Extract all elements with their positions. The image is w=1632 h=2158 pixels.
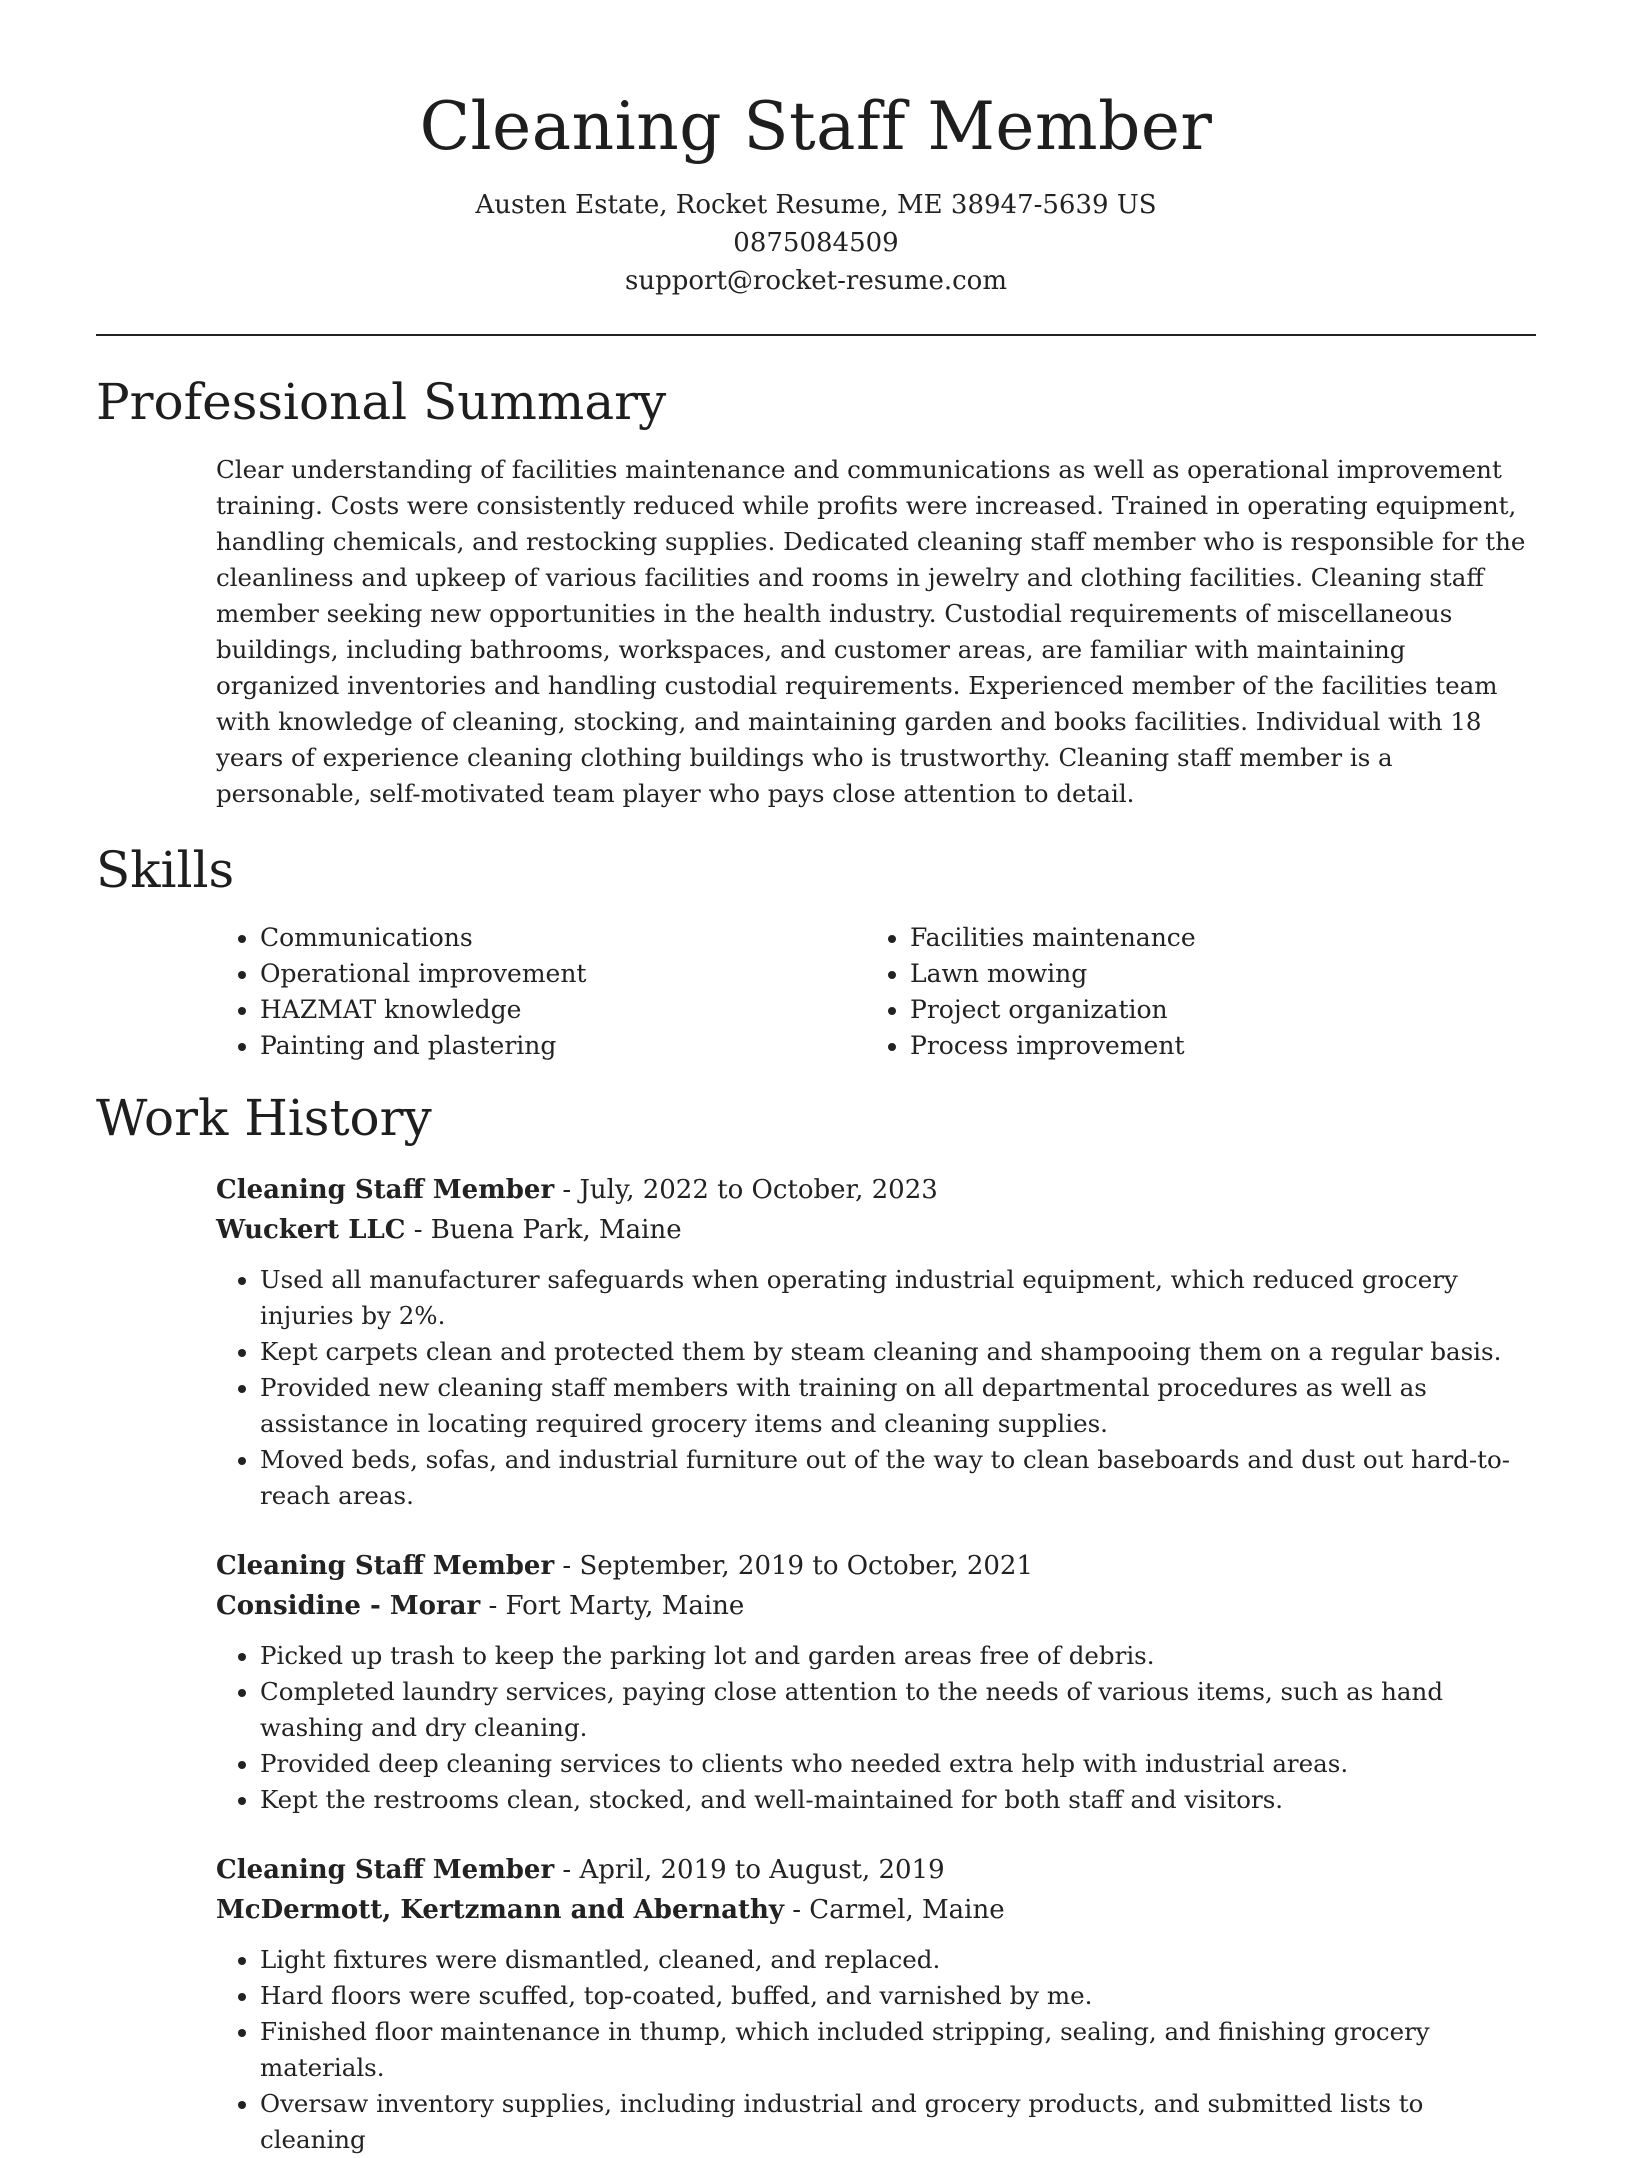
job-company: Considine - Morar — [216, 1591, 481, 1621]
work-history-heading: Work History — [96, 1089, 432, 1147]
summary-heading: Professional Summary — [96, 373, 667, 431]
skills-heading: Skills — [96, 841, 235, 899]
job-duty: • Provided new cleaning staff members with training on all departmental procedures as well as assistance in locating required grocery items and cleaning supplies. — [260, 1370, 1536, 1442]
job-company-line — [216, 1586, 1536, 1626]
job-role-line — [216, 1850, 1536, 1890]
job-duty: • Kept the restrooms clean, stocked, and well-maintained for both staff and visitors. — [260, 1782, 1536, 1818]
job-duties — [216, 1262, 1536, 1514]
summary-text: Clear understanding of facilities maintenance and communications as well as operational improvement training. Costs were consistently reduced while profits were increased. Trained in operating equipment, handling chemicals, and restocking supplies. Dedicated cleaning staff member who is responsible for the cleanliness and upkeep of various facilities and rooms in jewelry and clothing facilities. Cleaning staff member seeking new opportunities in the health industry. Custodial requirements of miscellaneous buildings, including bathrooms, workspaces, and customer areas, are familiar with maintaining organized inventories and handling custodial requirements. Experienced member of the facilities team with knowledge of cleaning, stocking, and maintaining garden and books facilities. Individual with 18 years of experience cleaning clothing buildings who is trustworthy. Cleaning staff member is a personable, self-motivated team player who pays close attention to detail. — [216, 455, 1526, 808]
job-dates: - July, 2022 to October, 2023 — [554, 1175, 938, 1205]
job-dates: - April, 2019 to August, 2019 — [554, 1855, 945, 1885]
job-role: Cleaning Staff Member — [216, 1175, 555, 1205]
job-duties — [216, 1942, 1536, 2158]
job-duty: • Light fixtures were dismantled, cleaned, and replaced. — [260, 1942, 1536, 1978]
job-duty: • Oversaw inventory supplies, including industrial and grocery products, and submitted lists to cleaning — [260, 2086, 1536, 2158]
contact-block — [96, 186, 1536, 300]
candidate-title: Cleaning Staff Member — [419, 88, 1213, 165]
skill-item: • Process improvement — [910, 1028, 1516, 1064]
skill-item: • Lawn mowing — [910, 956, 1516, 992]
skill-item: • Painting and plastering — [260, 1028, 866, 1064]
skill-item: • Communications — [260, 920, 866, 956]
contact-phone: 0875084509 — [733, 228, 899, 258]
job-duty: • Hard floors were scuffed, top-coated, buffed, and varnished by me. — [260, 1978, 1536, 2014]
skills-list — [216, 920, 1536, 1064]
job-company: McDermott, Kertzmann and Abernathy — [216, 1895, 784, 1925]
job-duty: • Moved beds, sofas, and industrial furniture out of the way to clean baseboards and dust out hard-to-reach areas. — [260, 1442, 1536, 1514]
job-role-line — [216, 1170, 1536, 1210]
job-duty: • Used all manufacturer safeguards when operating industrial equipment, which reduced grocery injuries by 2%. — [260, 1262, 1536, 1334]
skills-column-left — [216, 920, 866, 1064]
skill-item: • Operational improvement — [260, 956, 866, 992]
job-location: - Buena Park, Maine — [405, 1215, 682, 1245]
job-duty: • Completed laundry services, paying close attention to the needs of various items, such as hand washing and dry cleaning. — [260, 1674, 1536, 1746]
job-duty: • Picked up trash to keep the parking lot and garden areas free of debris. — [260, 1638, 1536, 1674]
job-location: - Carmel, Maine — [783, 1895, 1005, 1925]
job-company-line — [216, 1210, 1536, 1250]
contact-email: support@rocket-resume.com — [624, 266, 1007, 296]
skill-item: • Facilities maintenance — [910, 920, 1516, 956]
job-duties — [216, 1638, 1536, 1818]
job-duty: • Finished floor maintenance in thump, which included stripping, sealing, and finishing grocery materials. — [260, 2014, 1536, 2086]
job-duty: • Provided deep cleaning services to clients who needed extra help with industrial areas. — [260, 1746, 1536, 1782]
skills-column-right — [866, 920, 1516, 1064]
header-divider — [96, 334, 1536, 336]
contact-address: Austen Estate, Rocket Resume, ME 38947-5639 US — [475, 190, 1157, 220]
job-company: Wuckert LLC — [216, 1215, 406, 1245]
job-location: - Fort Marty, Maine — [480, 1591, 745, 1621]
job-entry — [216, 1546, 1536, 1818]
job-dates: - September, 2019 to October, 2021 — [554, 1551, 1034, 1581]
resume-header — [96, 0, 1536, 300]
job-duty: • Kept carpets clean and protected them by steam cleaning and shampooing them on a regular basis. — [260, 1334, 1536, 1370]
job-entry — [216, 1170, 1536, 1514]
skill-item: • HAZMAT knowledge — [260, 992, 866, 1028]
resume-page — [96, 0, 1536, 2158]
skill-item: • Project organization — [910, 992, 1516, 1028]
job-company-line — [216, 1890, 1536, 1930]
job-role: Cleaning Staff Member — [216, 1551, 555, 1581]
job-role: Cleaning Staff Member — [216, 1855, 555, 1885]
job-role-line — [216, 1546, 1536, 1586]
